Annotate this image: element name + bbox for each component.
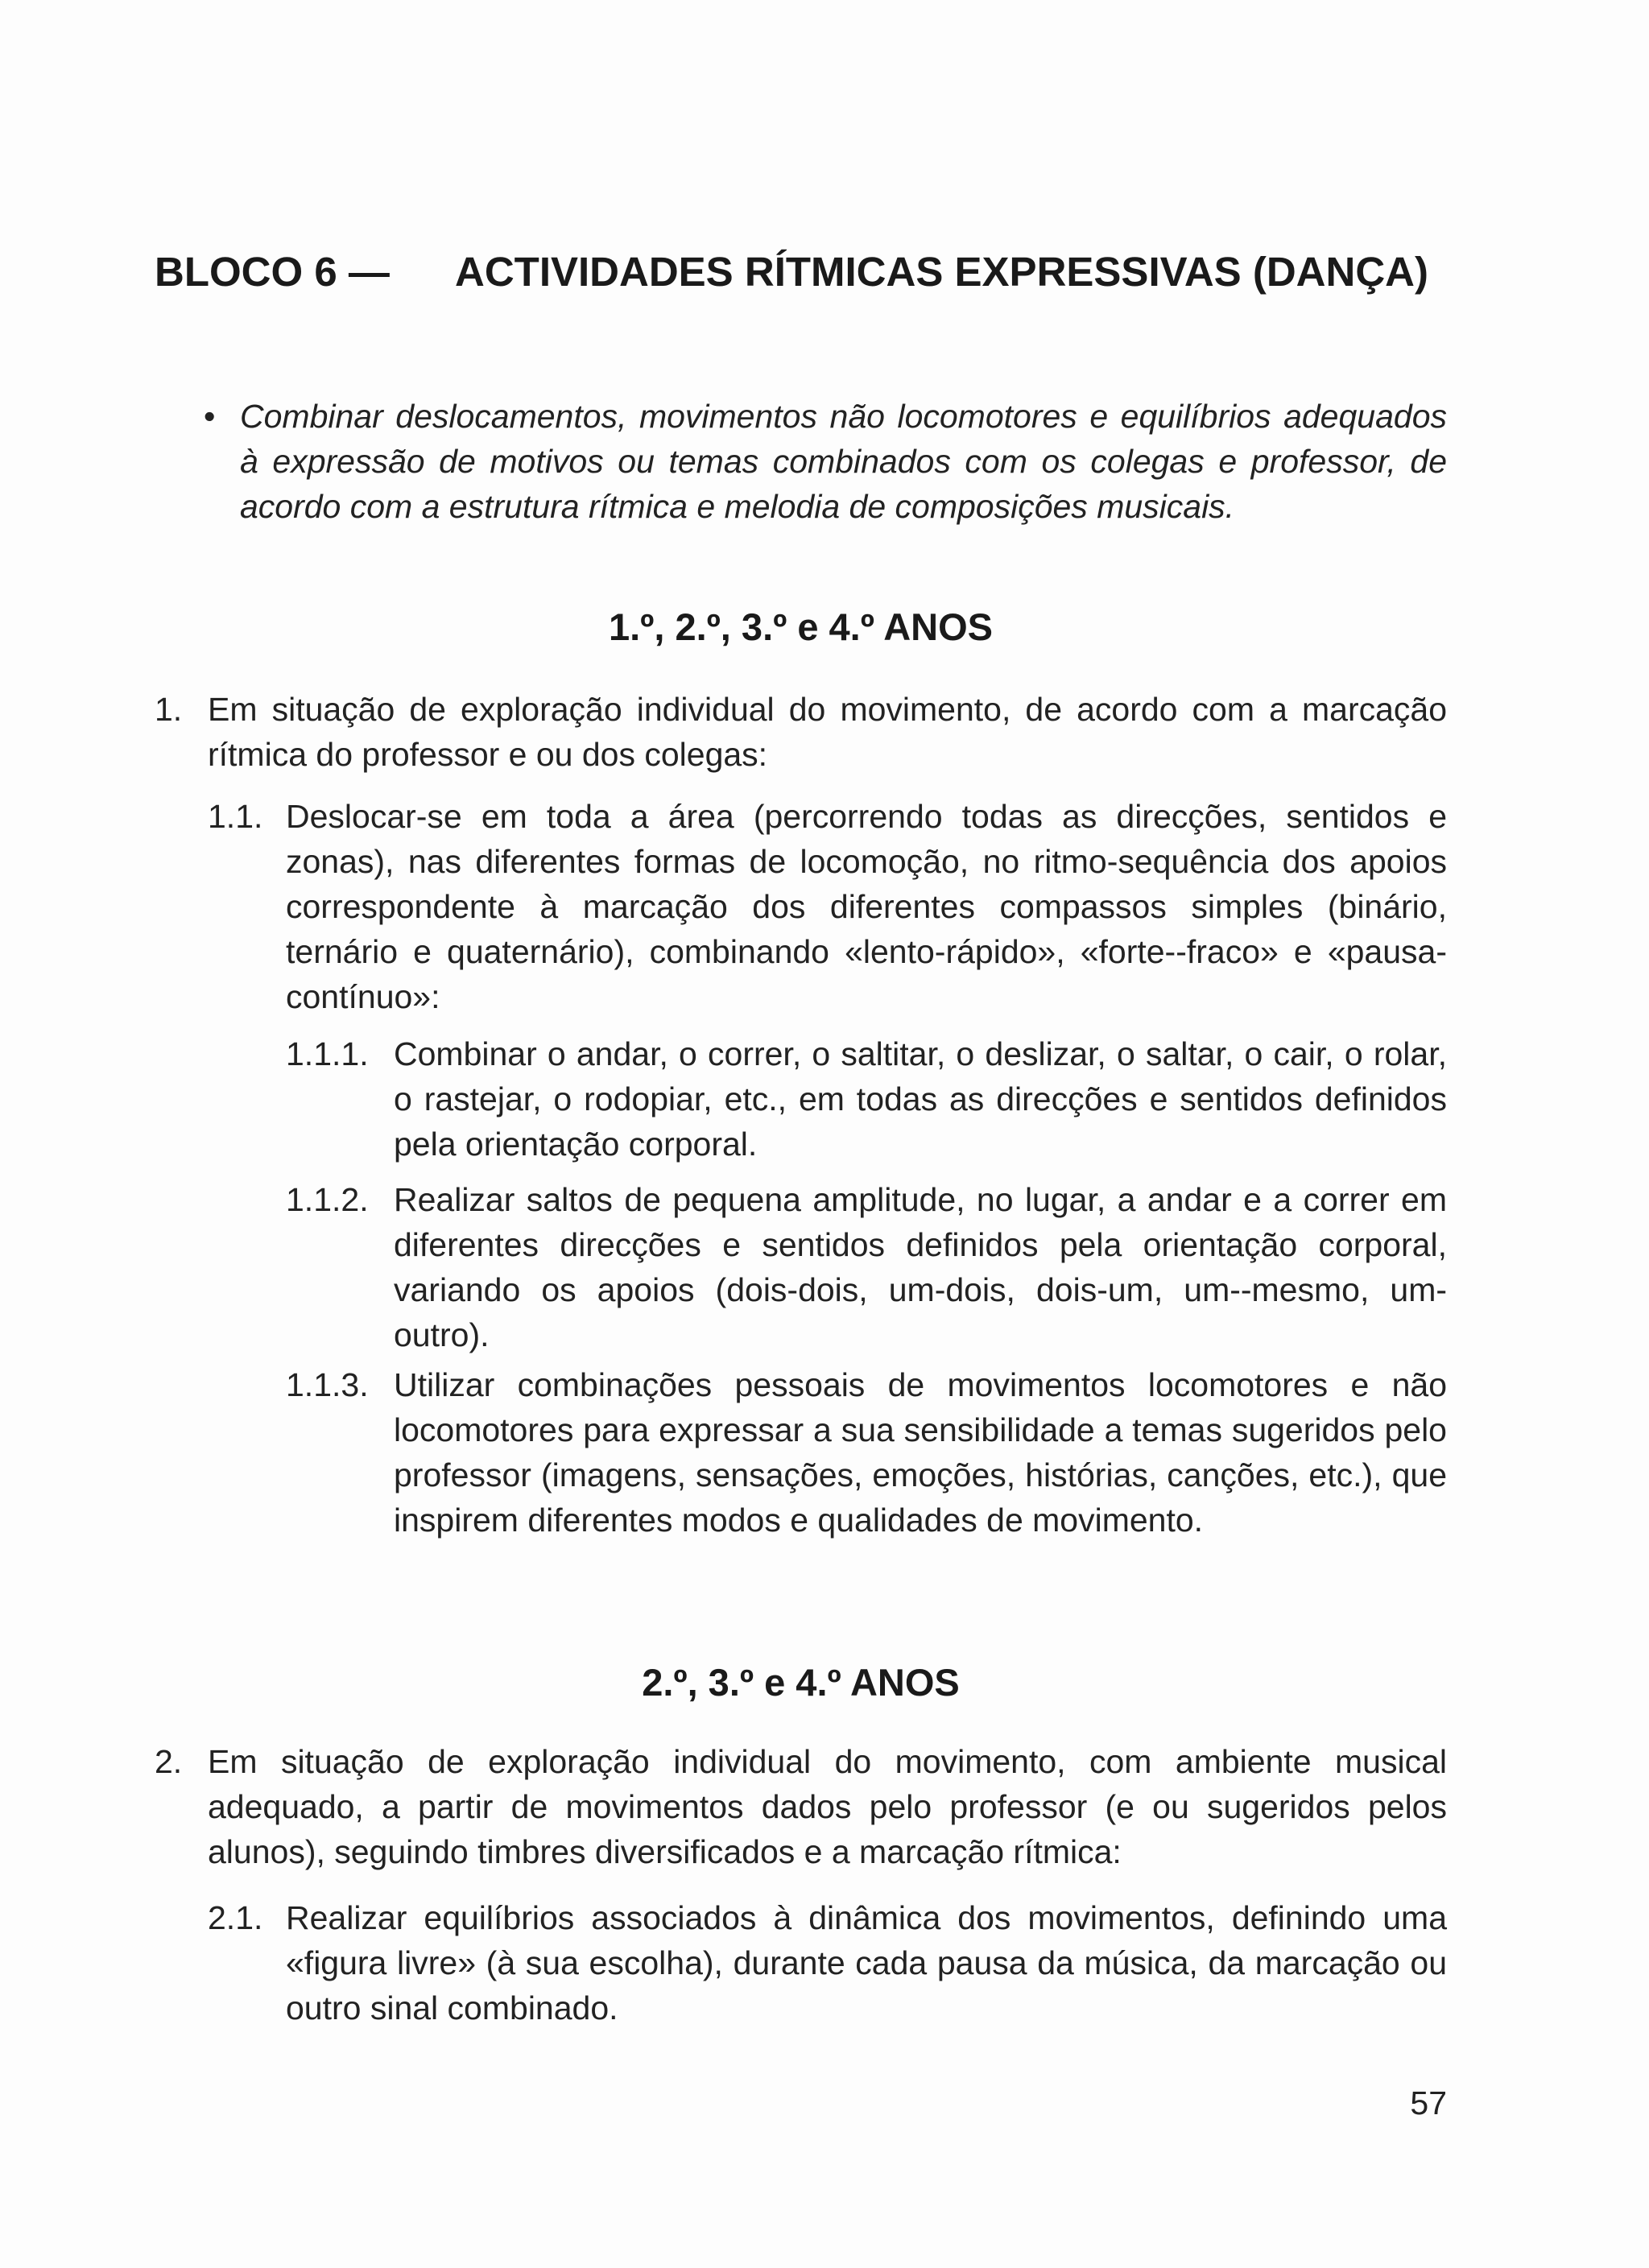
item-1-1-3	[286, 1362, 1447, 1543]
item-1-1-1	[286, 1031, 1447, 1167]
item-1	[155, 687, 1447, 777]
item-2-1	[208, 1895, 1447, 2030]
item-1-1	[208, 794, 1447, 1019]
section-heading-2: 2.º, 3.º e 4.º ANOS	[642, 1661, 960, 1704]
item-number: 1.1.2.	[286, 1181, 369, 1218]
item-text: Combinar o andar, o correr, o saltitar, o deslizar, o saltar, o cair, o rolar, o rastejar, o rodopiar, etc., em todas as direcções e sentidos definidos pela orientação corporal.	[394, 1035, 1447, 1163]
item-number: 2.1.	[208, 1899, 263, 1936]
bullet-icon: •	[204, 398, 216, 435]
item-number: 1.1.3.	[286, 1366, 369, 1403]
block-title: ACTIVIDADES RÍTMICAS EXPRESSIVAS (DANÇA)	[455, 249, 1428, 295]
item-text: Em situação de exploração individual do movimento, com ambiente musical adequado, a partir de movimentos dados pelo professor (e ou sugeridos pelos alunos), seguindo timbres diversificados e a marcação rítmica:	[208, 1743, 1447, 1870]
item-text: Utilizar combinações pessoais de movimentos locomotores e não locomotores para expressar a sua sensibilidade a temas sugeridos pelo professor (imagens, sensações, emoções, histórias, canções, etc.), que inspirem diferentes modos e qualidades de movimento.	[394, 1366, 1447, 1539]
item-number: 1.1.1.	[286, 1035, 369, 1072]
page-number: 57	[1410, 2084, 1447, 2121]
item-number: 1.1.	[208, 798, 263, 835]
item-text: Realizar equilíbrios associados à dinâmica dos movimentos, definindo uma «figura livre» (à sua escolha), durante cada pausa da música, da marcação ou outro sinal combinado.	[286, 1899, 1447, 2026]
block-heading	[155, 246, 1447, 299]
objective-bullet	[204, 394, 1447, 529]
item-2	[155, 1739, 1447, 1874]
item-text: Em situação de exploração individual do movimento, de acordo com a marcação rítmica do professor e ou dos colegas:	[208, 691, 1447, 773]
item-1-1-2	[286, 1177, 1447, 1357]
block-label: BLOCO 6 —	[155, 249, 390, 295]
item-text: Deslocar-se em toda a área (percorrendo todas as direcções, sentidos e zonas), nas diferentes formas de locomoção, no ritmo-sequência dos apoios correspondente à marcação dos diferentes compassos simples (binário, ternário e quaternário), combinando «lento-rápido», «forte--fraco» e «pausa-contínuo»:	[286, 798, 1447, 1015]
item-number: 2.	[155, 1743, 183, 1780]
item-number: 1.	[155, 691, 183, 728]
objective-text: Combinar deslocamentos, movimentos não locomotores e equilíbrios adequados à expressão de motivos ou temas combinados com os colegas e professor, de acordo com a estrutura rítmica e melodia de composições musicais.	[240, 398, 1447, 525]
item-text: Realizar saltos de pequena amplitude, no lugar, a andar e a correr em diferentes direcções e sentidos definidos pela orientação corporal, variando os apoios (dois-dois, um-dois, dois-um, um--mesmo, um-outro).	[394, 1181, 1447, 1353]
section-heading-1: 1.º, 2.º, 3.º e 4.º ANOS	[608, 605, 994, 648]
